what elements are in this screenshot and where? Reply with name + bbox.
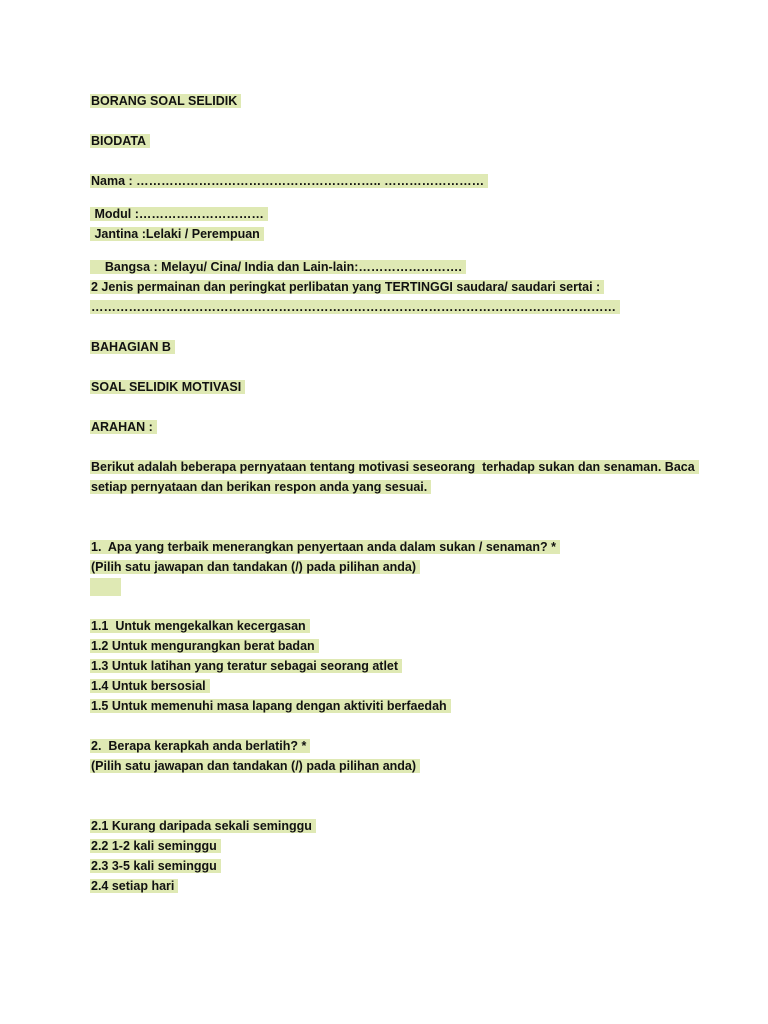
question-1: 1. Apa yang terbaik menerangkan penyertaan anda dalam sukan / senaman? * <box>90 538 560 556</box>
field-modul: Modul :………………………… <box>90 205 268 223</box>
form-title: BORANG SOAL SELIDIK <box>90 92 241 110</box>
q1-option-1: 1.1 Untuk mengekalkan kecergasan <box>90 617 310 635</box>
section-b-subtitle: SOAL SELIDIK MOTIVASI <box>90 378 245 396</box>
instructions-heading: ARAHAN : <box>90 418 157 436</box>
q1-option-5: 1.5 Untuk memenuhi masa lapang dengan aktiviti berfaedah <box>90 697 451 715</box>
q2-option-4: 2.4 setiap hari <box>90 877 178 895</box>
q2-option-1: 2.1 Kurang daripada sekali seminggu <box>90 817 316 835</box>
instructions-line-1: Berikut adalah beberapa pernyataan tentang motivasi seseorang terhadap sukan dan senaman. Baca <box>90 458 699 476</box>
section-biodata-heading: BIODATA <box>90 132 150 150</box>
instructions-line-2: setiap pernyataan dan berikan respon anda yang sesuai. <box>90 478 431 496</box>
field-jenis-permainan-answer: ……………………………………………………………………………………………………………… <box>90 298 620 316</box>
field-jantina: Jantina :Lelaki / Perempuan <box>90 225 264 243</box>
question-2: 2. Berapa kerapkah anda berlatih? * <box>90 737 310 755</box>
q1-option-4: 1.4 Untuk bersosial <box>90 677 210 695</box>
section-b-heading: BAHAGIAN B <box>90 338 175 356</box>
question-2-instruction: (Pilih satu jawapan dan tandakan (/) pada pilihan anda) <box>90 757 420 775</box>
highlighted-blank <box>90 578 121 596</box>
field-nama: Nama : ………………………………………………….. …………………… <box>90 172 488 190</box>
q2-option-3: 2.3 3-5 kali seminggu <box>90 857 221 875</box>
question-1-instruction: (Pilih satu jawapan dan tandakan (/) pada pilihan anda) <box>90 558 420 576</box>
q2-option-2: 2.2 1-2 kali seminggu <box>90 837 221 855</box>
q1-option-3: 1.3 Untuk latihan yang teratur sebagai seorang atlet <box>90 657 402 675</box>
field-bangsa: Bangsa : Melayu/ Cina/ India dan Lain-lain:……………………. <box>90 258 466 276</box>
field-jenis-permainan: 2 Jenis permainan dan peringkat perlibatan yang TERTINGGI saudara/ saudari sertai : <box>90 278 604 296</box>
q1-option-2: 1.2 Untuk mengurangkan berat badan <box>90 637 319 655</box>
